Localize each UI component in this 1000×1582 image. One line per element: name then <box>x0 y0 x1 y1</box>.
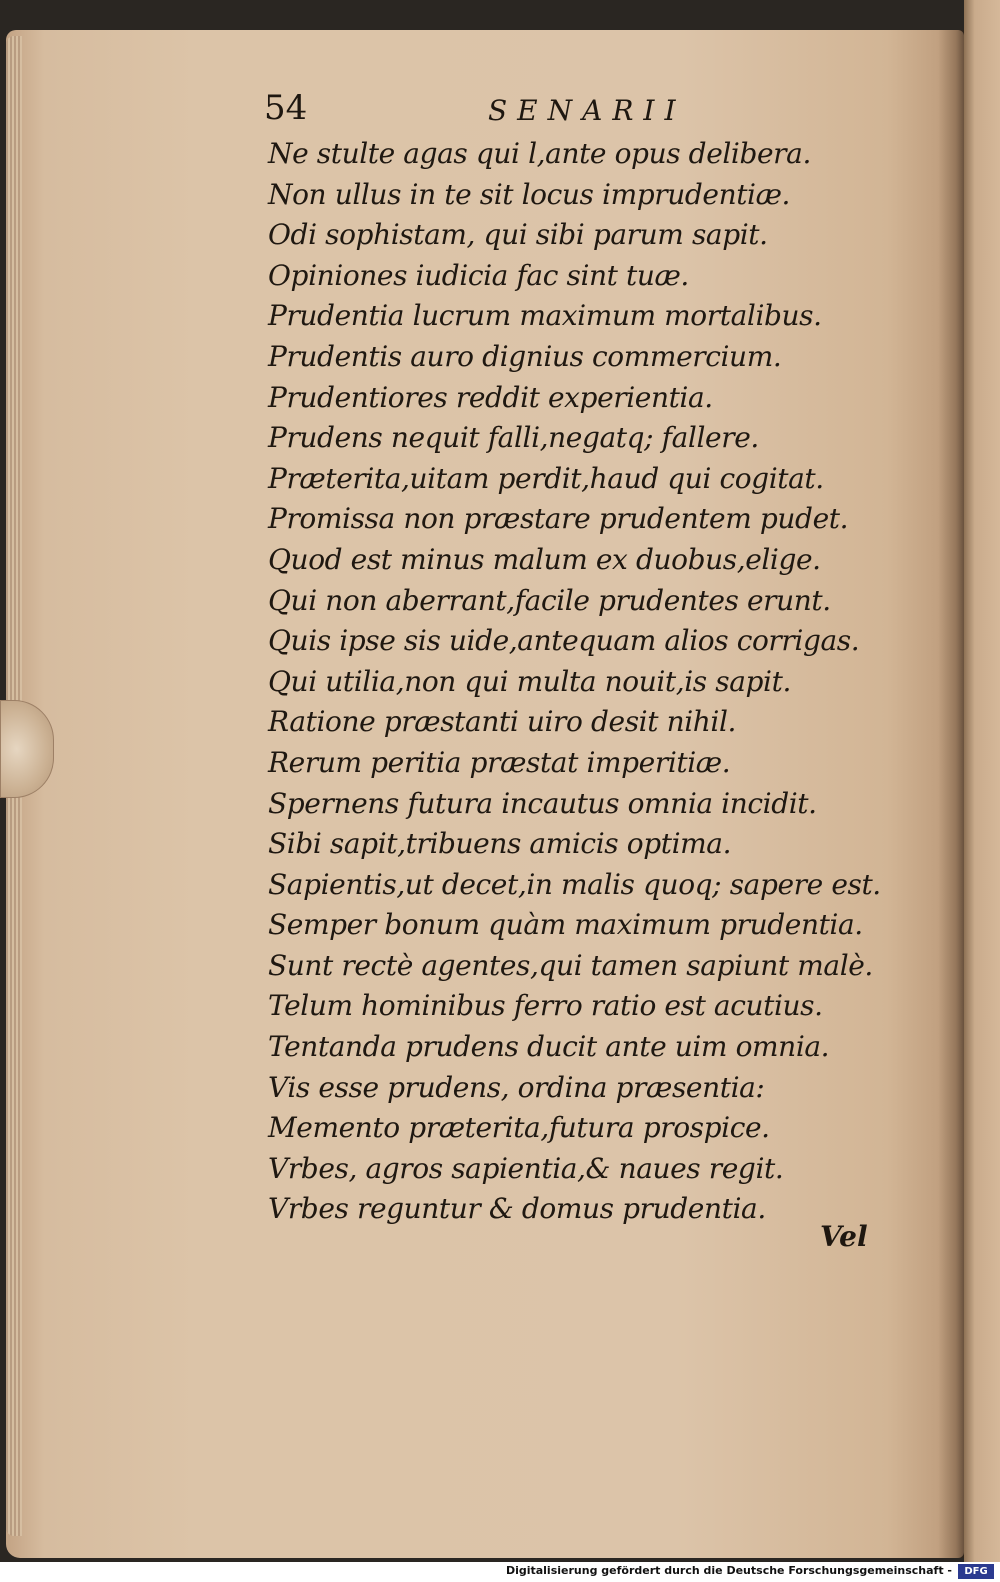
verse-line: Prudens nequit falli,negatq; fallere. <box>268 421 759 455</box>
verse-line: Telum hominibus ferro ratio est acutius. <box>268 989 823 1023</box>
verse-line: Tentanda prudens ducit ante uim omnia. <box>268 1030 830 1064</box>
verse-line: Qui utilia,non qui multa nouit,is sapit. <box>268 664 791 698</box>
verse-line: Quis ipse sis uide,antequam alios corrigas. <box>268 624 860 658</box>
page-number: 54 <box>264 88 308 128</box>
verse-line: Præterita,uitam perdit,haud qui cogitat. <box>268 461 824 495</box>
verse-line: Rerum peritia præstat imperitiæ. <box>268 745 731 779</box>
verse-line: Sibi sapit,tribuens amicis optima. <box>268 827 732 861</box>
verse-line: Semper bonum quàm maximum prudentia. <box>268 908 863 942</box>
verse-line: Odi sophistam, qui sibi parum sapit. <box>268 218 768 252</box>
verse-line: Ratione præstanti uiro desit nihil. <box>268 705 737 739</box>
verse-line: Spernens futura incautus omnia incidit. <box>268 786 817 820</box>
verse-line: Sunt rectè agentes,qui tamen sapiunt malè. <box>268 948 873 982</box>
right-page-fragment <box>964 0 1000 1562</box>
verse-line: Promissa non præstare prudentem pudet. <box>268 502 849 536</box>
verse-line: Vis esse prudens, ordina præsentia: <box>268 1070 765 1104</box>
verse-list <box>268 134 881 1230</box>
verse-line: Ne stulte agas qui l,ante opus delibera. <box>268 137 811 170</box>
verse-line: Non ullus in te sit locus imprudentiæ. <box>268 177 791 211</box>
verse-line: Memento præterita,futura prospice. <box>268 1111 770 1145</box>
verse-line: Sapientis,ut decet,in malis quoq; sapere est. <box>268 867 881 901</box>
page-header <box>264 88 724 138</box>
verse-line: Vrbes, agros sapientia,& naues regit. <box>268 1151 784 1185</box>
verse-line: Opiniones iudicia fac sint tuæ. <box>268 258 689 292</box>
verse-line: Prudentis auro dignius commercium. <box>268 339 782 373</box>
running-title: SENARII <box>488 94 686 127</box>
dfg-logo-icon: DFG <box>958 1564 994 1579</box>
funding-credit: Digitalisierung gefördert durch die Deutsche Forschungsgemeinschaft - <box>505 1564 952 1577</box>
verse-line: Vrbes reguntur & domus prudentia. <box>268 1192 766 1226</box>
catchword: Vel <box>820 1220 868 1253</box>
verse-line: Qui non aberrant,facile prudentes erunt. <box>268 583 831 617</box>
verse-line: Prudentia lucrum maximum mortalibus. <box>268 299 822 333</box>
verse-line: Prudentiores reddit experientia. <box>268 380 713 414</box>
verse-line: Quod est minus malum ex duobus,elige. <box>268 542 821 576</box>
digitization-footer <box>0 1562 1000 1582</box>
